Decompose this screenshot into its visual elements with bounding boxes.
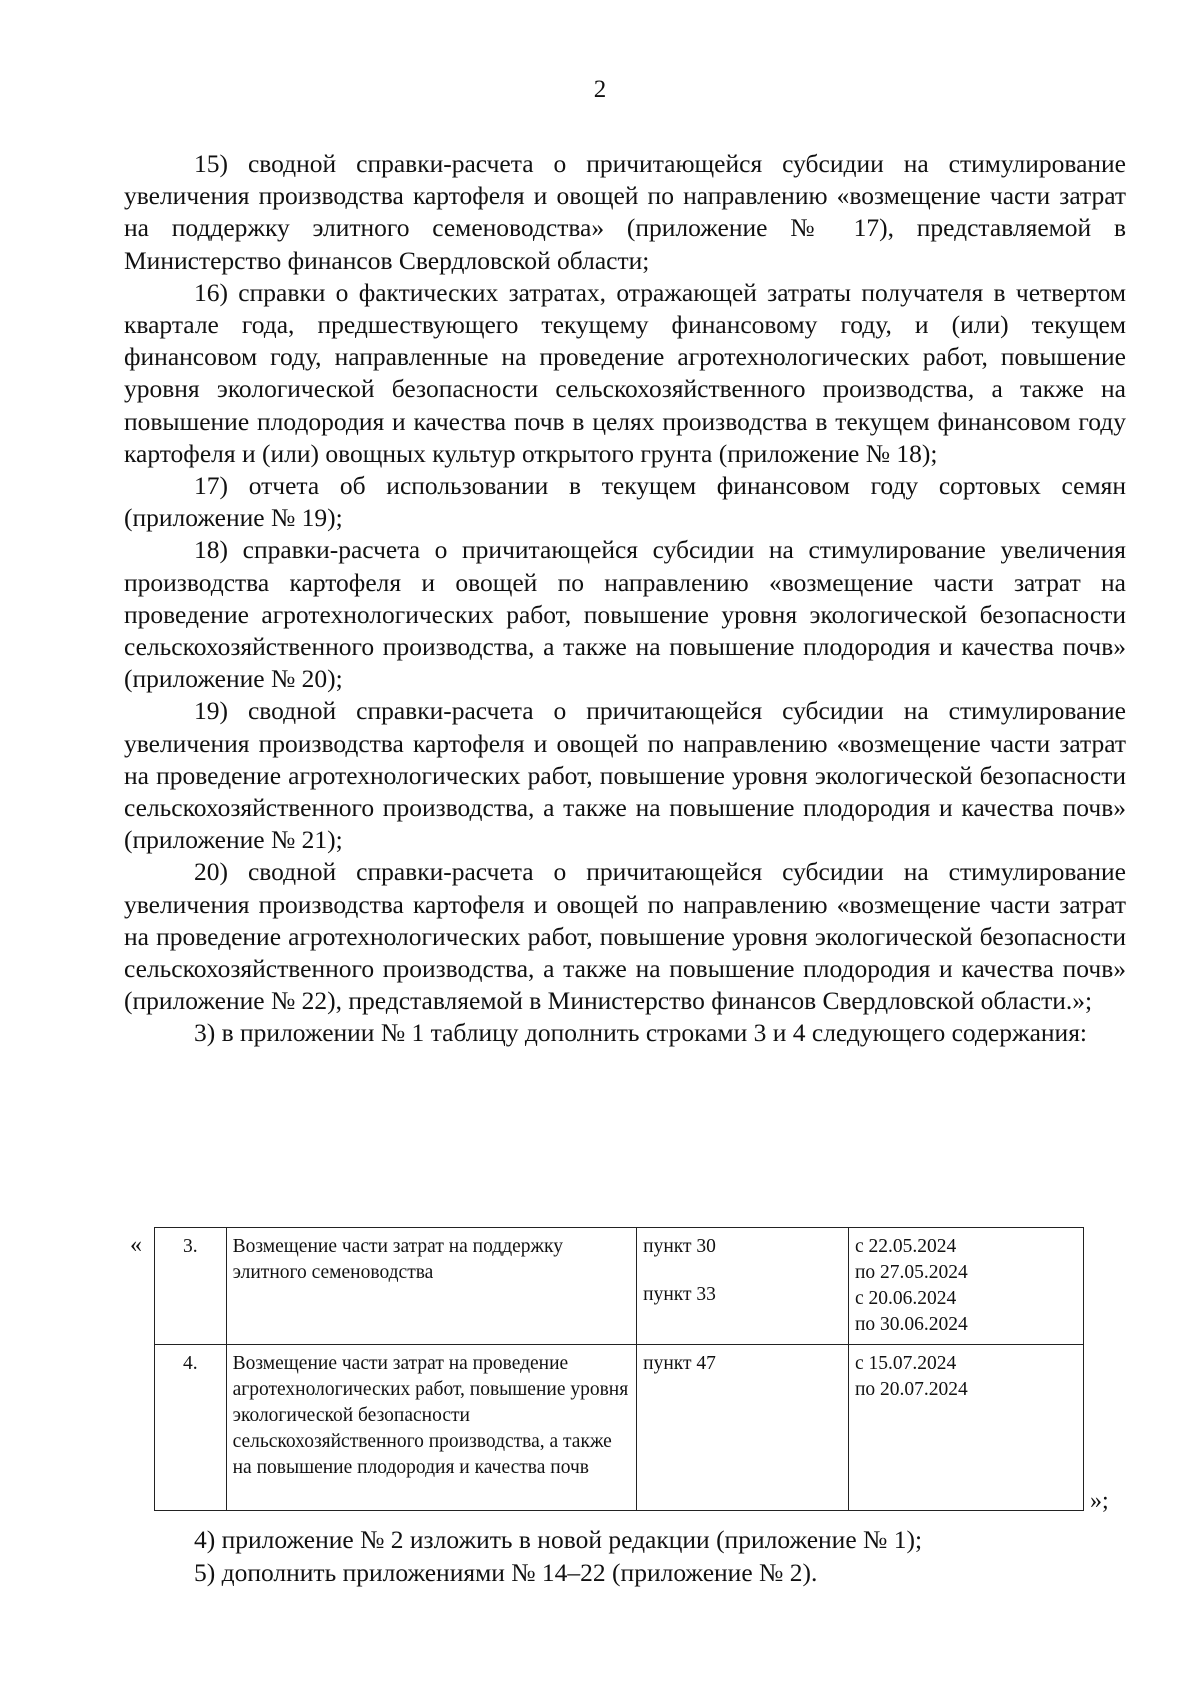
paragraph-item-3: 3) в приложении № 1 таблицу дополнить строками 3 и 4 следующего содержания: bbox=[194, 1018, 1088, 1048]
point-ref: пункт 30 bbox=[643, 1236, 716, 1257]
paragraph-item-5: 5) дополнить приложениями № 14–22 (приложение № 2). bbox=[194, 1558, 818, 1587]
row-number: 3. bbox=[155, 1228, 227, 1345]
table-row bbox=[155, 1345, 1084, 1511]
point-ref: пункт 47 bbox=[643, 1353, 716, 1374]
row-number: 4. bbox=[155, 1345, 227, 1511]
paragraph-19: 19) сводной справки-расчета о причитающейся субсидии на стимулирование увеличения производства картофеля и овощей по направлению «возмещение части затрат на проведение агротехнологических работ, повышение уровня экологической безопасности сельскохозяйственного производства, а также на повышение плодородия и качества почв» (приложение № 21); bbox=[124, 696, 1126, 855]
table-open-quote: « bbox=[130, 1232, 142, 1258]
paragraph-item-4: 4) приложение № 2 изложить в новой редакции (приложение № 1); bbox=[194, 1525, 923, 1554]
row-dates bbox=[848, 1228, 1083, 1345]
row-description: Возмещение части затрат на поддержку элитного семеноводства bbox=[226, 1228, 637, 1345]
paragraph-17: 17) отчета об использовании в текущем финансовом году сортовых семян (приложение № 19); bbox=[124, 471, 1126, 533]
paragraph-18: 18) справки-расчета о причитающейся субсидии на стимулирование увеличения производства картофеля и овощей по направлению «возмещение части затрат на проведение агротехнологических работ, повышение уровня экологической безопасности сельскохозяйственного производства, а также на повышение плодородия и качества почв» (приложение № 20); bbox=[124, 535, 1126, 694]
body-text bbox=[124, 148, 1126, 1050]
amendment-table bbox=[154, 1227, 1084, 1511]
date-from: с 15.07.2024 bbox=[854, 1353, 957, 1374]
date-to: по 20.07.2024 bbox=[854, 1379, 968, 1400]
row-point bbox=[637, 1228, 849, 1345]
closing-items bbox=[124, 1523, 1126, 1589]
row-description: Возмещение части затрат на проведение агротехнологических работ, повышение уровня экологической безопасности сельскохозяйственного производства, а также на повышение плодородия и качества почв bbox=[226, 1345, 637, 1511]
date-to: по 30.06.2024 bbox=[854, 1314, 968, 1335]
date-from: с 22.05.2024 bbox=[854, 1236, 957, 1257]
row-dates bbox=[848, 1345, 1083, 1511]
date-to: по 27.05.2024 bbox=[854, 1262, 968, 1283]
paragraph-20: 20) сводной справки-расчета о причитающейся субсидии на стимулирование увеличения производства картофеля и овощей по направлению «возмещение части затрат на проведение агротехнологических работ, повышение уровня экологической безопасности сельскохозяйственного производства, а также на повышение плодородия и качества почв» (приложение № 22), представляемой в Министерство финансов Свердловской области.»; bbox=[124, 857, 1126, 1016]
paragraph-16: 16) справки о фактических затратах, отражающей затраты получателя в четвертом квартале года, предшествующего текущему финансовому году, и (или) текущем финансовом году, направленные на проведение агротехнологических работ, повышение уровня экологической безопасности сельскохозяйственного производства, а также на повышение плодородия и качества почв в целях производства в текущем финансовом году картофеля и (или) овощных культур открытого грунта (приложение № 18); bbox=[124, 277, 1126, 468]
date-from: с 20.06.2024 bbox=[854, 1288, 957, 1309]
table-close-quote: »; bbox=[1090, 1488, 1109, 1514]
page-number: 2 bbox=[593, 76, 607, 103]
paragraph-15: 15) сводной справки-расчета о причитающейся субсидии на стимулирование увеличения производства картофеля и овощей по направлению «возмещение части затрат на поддержку элитного семеноводства» (приложение № 17), представляемой в Министерство финансов Свердловской области; bbox=[124, 149, 1126, 275]
row-point bbox=[637, 1345, 849, 1511]
point-ref: пункт 33 bbox=[643, 1284, 716, 1305]
table-row bbox=[155, 1228, 1084, 1345]
